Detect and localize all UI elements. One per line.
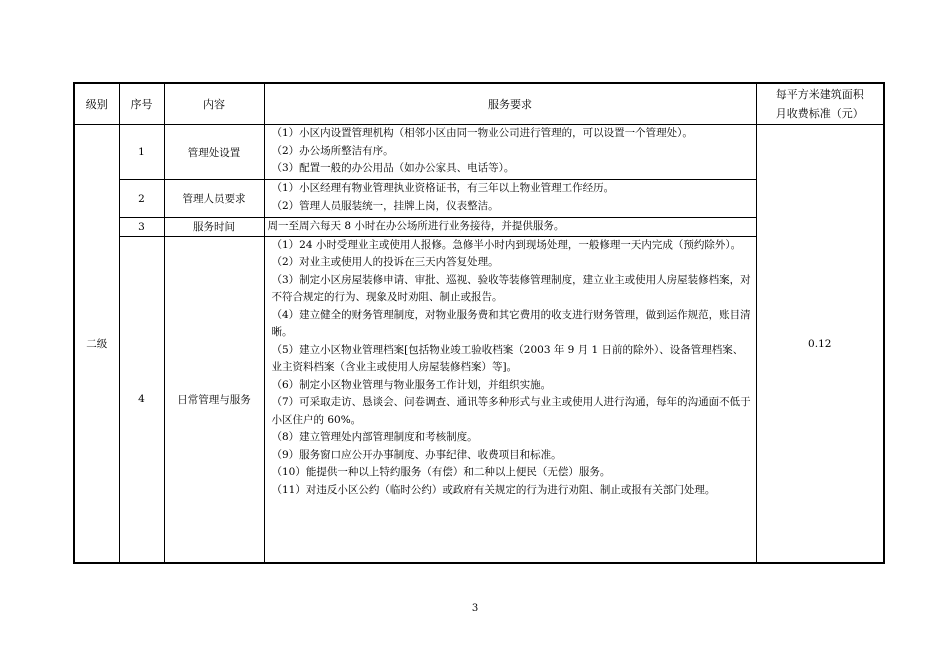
header-requirements: 服务要求 — [264, 83, 756, 125]
header-fee — [756, 83, 884, 125]
content-cell: 服务时间 — [164, 218, 264, 237]
header-row — [74, 83, 884, 125]
content-cell: 日常管理与服务 — [164, 236, 264, 563]
requirement-item: （2）办公场所整洁有序。 — [271, 144, 394, 157]
header-seq: 序号 — [119, 83, 164, 125]
header-level: 级别 — [74, 83, 119, 125]
requirement-item: （9）服务窗口应公开办事制度、办事纪律、收费项目和标准。 — [271, 448, 562, 461]
seq-cell: 1 — [119, 125, 164, 180]
service-standard-table — [73, 82, 885, 564]
requirement-item: （4）建立健全的财务管理制度，对物业服务费和其它费用的收支进行财务管理，做到运作规范，账目清晰。 — [271, 308, 751, 338]
requirement-item: （1）24 小时受理业主或使用人报修。急修半小时内到现场处理，一般修理一天内完成（预约除外）。 — [271, 238, 742, 251]
requirement-item: （6）制定小区物业管理与物业服务工作计划，并组织实施。 — [271, 378, 552, 391]
seq-cell: 2 — [119, 180, 164, 218]
requirement-item: （5）建立小区物业管理档案[包括物业竣工验收档案（2003 年 9 月 1 日前的除外）、设备管理档案、业主资料档案（含业主或使用人房屋装修档案）等]。 — [271, 343, 744, 373]
requirement-item: （3）制定小区房屋装修申请、审批、巡视、验收等装修管理制度，建立业主或使用人房屋装修档案，对不符合规定的行为、现象及时劝阻、制止或报告。 — [271, 273, 751, 303]
requirement-item: （11）对违反小区公约（临时公约）或政府有关规定的行为进行劝阻、制止或报有关部门处理。 — [271, 483, 716, 496]
requirements-cell — [264, 236, 756, 563]
seq-cell: 4 — [119, 236, 164, 563]
requirements-cell — [264, 125, 756, 180]
content-cell: 管理人员要求 — [164, 180, 264, 218]
requirement-item: （1）小区内设置管理机构（相邻小区由同一物业公司进行管理的，可以设置一个管理处）。 — [271, 127, 693, 139]
requirement-item: （3）配置一般的办公用品（如办公家具、电话等）。 — [271, 162, 515, 174]
seq-cell: 3 — [119, 218, 164, 237]
requirement-item: （10）能提供一种以上特约服务（有偿）和二种以上便民（无偿）服务。 — [271, 466, 611, 478]
requirement-item: （7）可采取走访、恳谈会、问卷调查、通讯等多种形式与业主或使用人进行沟通，每年的沟通面不低于小区住户的 60%。 — [271, 396, 751, 426]
requirement-item: 周一至周六每天 8 小时在办公场所进行业务接待，并提供服务。 — [267, 220, 565, 232]
page-number: 3 — [471, 603, 479, 614]
header-fee-line2: 月收费标准（元） — [775, 107, 864, 120]
requirements-cell — [264, 180, 756, 218]
level-cell: 二级 — [74, 125, 119, 564]
header-content: 内容 — [164, 83, 264, 125]
requirement-item: （1）小区经理有物业管理执业资格证书，有三年以上物业管理工作经历。 — [271, 182, 615, 194]
fee-cell: 0.12 — [756, 125, 884, 564]
header-fee-line1: 每平方米建筑面积 — [775, 88, 864, 101]
requirements-cell — [264, 218, 756, 237]
content-cell: 管理处设置 — [164, 125, 264, 180]
requirement-item: （8）建立管理处内部管理制度和考核制度。 — [271, 431, 478, 443]
table-row — [74, 125, 884, 180]
requirement-item: （2）对业主或使用人的投诉在三天内答复处理。 — [271, 256, 499, 268]
requirement-item: （2）管理人员服装统一，挂牌上岗，仪表整洁。 — [271, 199, 499, 212]
